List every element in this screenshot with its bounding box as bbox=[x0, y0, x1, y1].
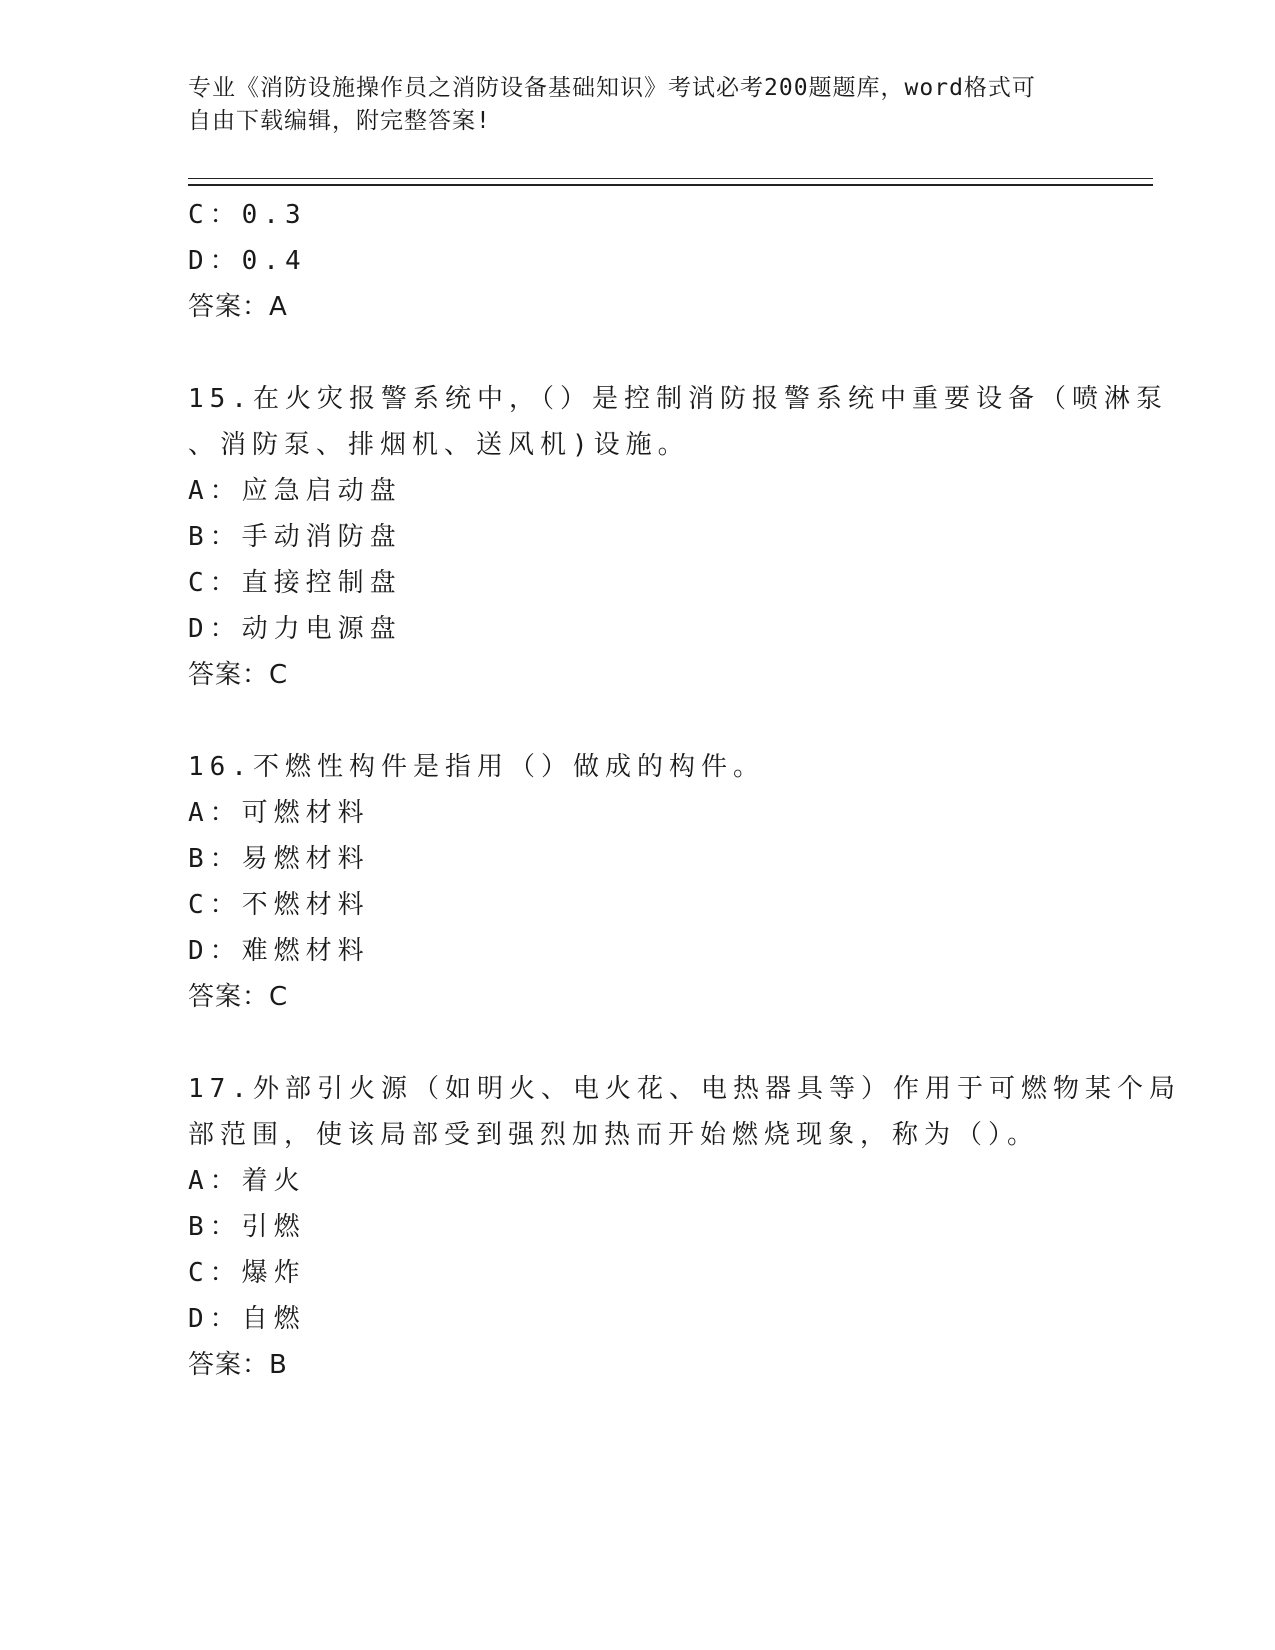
option-a: A：应急启动盘 bbox=[188, 476, 402, 506]
question-stem bbox=[188, 1066, 1181, 1158]
question-stem bbox=[188, 376, 1168, 468]
previous-question-tail bbox=[188, 192, 1088, 330]
option-c: C：不燃材料 bbox=[188, 890, 370, 920]
answer-line: 答案：C bbox=[188, 660, 289, 690]
option-a: A：可燃材料 bbox=[188, 798, 370, 828]
option-b: B：易燃材料 bbox=[188, 844, 370, 874]
answer-line: 答案：A bbox=[188, 292, 288, 322]
stem-line: 16.不燃性构件是指用（）做成的构件。 bbox=[188, 752, 765, 782]
header-line-1: 专业《消防设施操作员之消防设备基础知识》考试必考200题题库，word格式可 bbox=[188, 75, 1036, 101]
option-b: B：引燃 bbox=[188, 1212, 306, 1242]
stem-line: 部范围，使该局部受到强烈加热而开始燃烧现象，称为（）。 bbox=[188, 1120, 1040, 1150]
spacer bbox=[188, 1020, 1088, 1066]
option-c: C：爆炸 bbox=[188, 1258, 306, 1288]
question-15 bbox=[188, 376, 1168, 698]
stem-line: 17.外部引火源（如明火、电火花、电热器具等）作用于可燃物某个局 bbox=[188, 1074, 1181, 1104]
stem-line: 15.在火灾报警系统中，（）是控制消防报警系统中重要设备（喷淋泵 bbox=[188, 384, 1168, 414]
option-c: C：0.3 bbox=[188, 200, 307, 230]
option-b: B：手动消防盘 bbox=[188, 522, 402, 552]
option-d: D：难燃材料 bbox=[188, 936, 370, 966]
page-header bbox=[188, 72, 1068, 138]
option-d: D：0.4 bbox=[188, 246, 307, 276]
option-c: C：直接控制盘 bbox=[188, 568, 402, 598]
header-divider bbox=[188, 178, 1153, 186]
spacer bbox=[188, 698, 1088, 744]
question-16 bbox=[188, 744, 1088, 1020]
option-d: D：动力电源盘 bbox=[188, 614, 402, 644]
header-line-2: 自由下载编辑，附完整答案! bbox=[188, 108, 491, 134]
question-stem bbox=[188, 744, 1088, 790]
question-content bbox=[188, 192, 1181, 1388]
answer-line: 答案：B bbox=[188, 1350, 288, 1380]
stem-line: 、消防泵、排烟机、送风机)设施。 bbox=[188, 430, 690, 460]
answer-line: 答案：C bbox=[188, 982, 289, 1012]
option-a: A：着火 bbox=[188, 1166, 306, 1196]
spacer bbox=[188, 330, 1088, 376]
option-d: D：自燃 bbox=[188, 1304, 306, 1334]
question-17 bbox=[188, 1066, 1181, 1388]
